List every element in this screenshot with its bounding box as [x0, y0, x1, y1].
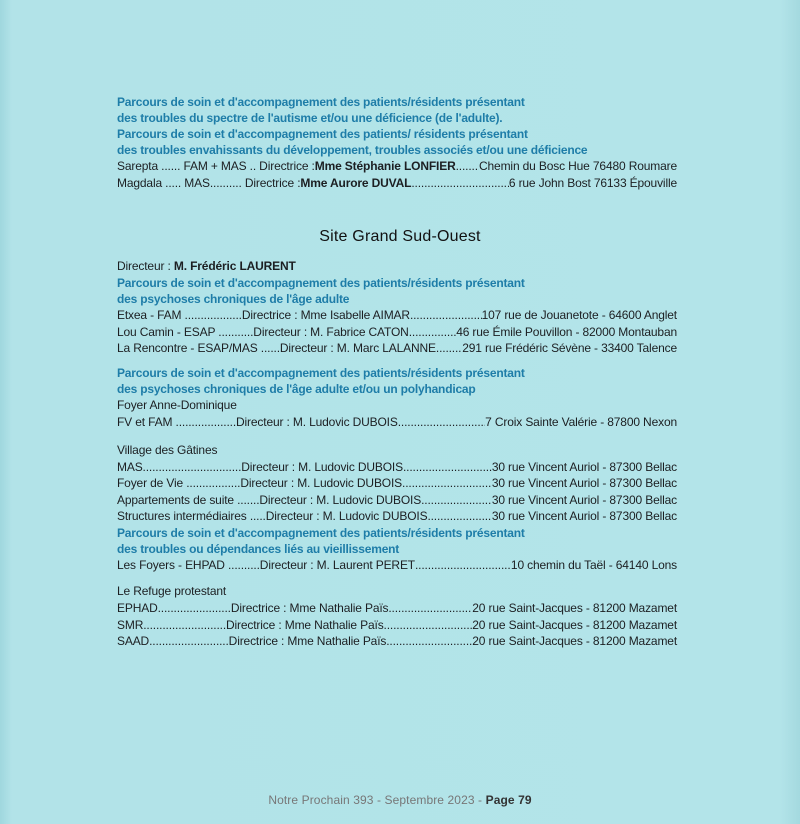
refuge-title: Le Refuge protestant	[117, 584, 227, 598]
establishment-address: 20 rue Saint-Jacques - 81200 Mazamet	[472, 601, 677, 615]
dot-leader	[386, 633, 472, 650]
establishment-name: Etxea - FAM ..................Directrice : Mme Isabelle AIMAR	[117, 308, 410, 322]
director-label: Directeur :	[117, 259, 174, 273]
dot-leader	[388, 600, 472, 617]
site-title: Site Grand Sud-Ouest	[319, 228, 481, 245]
dot-leader	[411, 175, 509, 192]
dot-leader	[403, 459, 492, 476]
dot-leader	[384, 617, 473, 634]
establishment-name: Lou Camin - ESAP ...........Directeur : M. Fabrice CATON	[117, 324, 409, 339]
establishment-row	[117, 324, 677, 341]
establishment-name: Sarepta ...... FAM + MAS .. Directrice :	[117, 159, 315, 173]
dot-leader	[410, 307, 482, 324]
establishment-name: Magdala ..... MAS.......... Directrice :	[117, 175, 301, 190]
category-line: Parcours de soin et d'accompagnement des patients/résidents présentant	[117, 276, 525, 290]
category-line: des troubles envahissants du développement, troubles associés et/ou une déficience	[117, 143, 588, 157]
establishment-name: SAAD.........................Directrice : Mme Nathalie Païs	[117, 634, 387, 648]
establishment-name: EPHAD.......................Directrice : Mme Nathalie Païs	[117, 601, 389, 615]
establishment-address: 291 rue Frédéric Sévène - 33400 Talence	[462, 341, 677, 355]
establishment-address: 30 rue Vincent Auriol - 87300 Bellac	[491, 476, 677, 490]
director-name: Mme Stéphanie LONFIER	[314, 159, 456, 173]
establishment-address: 30 rue Vincent Auriol - 87300 Bellac	[491, 509, 677, 523]
establishment-name: FV et FAM ...................Directeur : M. Ludovic DUBOIS	[117, 415, 398, 429]
dot-leader	[436, 340, 462, 357]
dot-leader	[421, 492, 492, 509]
category-line: des troubles du spectre de l'autisme et/ou une déficience (de l'adulte).	[117, 111, 503, 125]
group-vieillissement	[117, 525, 677, 574]
establishment-row	[117, 475, 677, 492]
establishment-address: 6 rue John Bost 76133 Épouville	[508, 175, 677, 190]
establishment-address: 30 rue Vincent Auriol - 87300 Bellac	[491, 459, 677, 474]
establishment-row	[117, 600, 677, 617]
category-line: Parcours de soin et d'accompagnement des patients/résidents présentant	[117, 95, 525, 109]
dot-leader	[398, 414, 485, 431]
establishment-name: Foyer de Vie .................Directeur : M. Ludovic DUBOIS	[117, 476, 403, 490]
category-line: des troubles ou dépendances liés au vieillissement	[117, 542, 400, 556]
establishment-row	[117, 307, 677, 324]
establishment-row	[117, 158, 677, 175]
group-polyhandicap	[117, 365, 677, 525]
footer-text: Notre Prochain 393 - Septembre 2023 -	[268, 793, 486, 807]
dot-leader	[402, 475, 492, 492]
establishment-address: 20 rue Saint-Jacques - 81200 Mazamet	[472, 634, 677, 648]
category-line: Parcours de soin et d'accompagnement des patients/ résidents présentant	[117, 127, 528, 141]
dot-leader	[409, 324, 456, 341]
establishment-row	[117, 617, 677, 634]
establishment-row	[117, 459, 677, 476]
category-line: Parcours de soin et d'accompagnement des patients/résidents présentant	[117, 526, 525, 540]
foyer-title: Foyer Anne-Dominique	[117, 398, 237, 412]
site-director	[117, 258, 677, 275]
dot-leader	[427, 508, 491, 525]
establishment-row	[117, 175, 677, 192]
establishment-row	[117, 557, 677, 574]
dot-leader	[415, 557, 511, 574]
establishment-row	[117, 633, 677, 650]
establishment-row	[117, 508, 677, 525]
establishment-name: SMR..........................Directrice : Mme Nathalie Païs	[117, 617, 384, 632]
establishment-address: 7 Croix Sainte Valérie - 87800 Nexon	[485, 415, 677, 429]
category-line: des psychoses chroniques de l'âge adulte et/ou un polyhandicap	[117, 382, 476, 396]
establishment-address: 46 rue Émile Pouvillon - 82000 Montauban	[456, 324, 677, 339]
group-refuge	[117, 583, 677, 650]
dot-leader	[456, 158, 479, 175]
establishment-address: Chemin du Bosc Hue 76480 Roumare	[479, 159, 677, 173]
establishment-address: 20 rue Saint-Jacques - 81200 Mazamet	[472, 617, 677, 632]
top-section	[117, 94, 677, 191]
establishment-row	[117, 492, 677, 509]
category-line: des psychoses chroniques de l'âge adulte	[117, 292, 350, 306]
establishment-name: Structures intermédiaires .....Directeur : M. Ludovic DUBOIS	[117, 509, 428, 523]
establishment-address: 10 chemin du Taël - 64140 Lons	[510, 558, 677, 572]
director-name: M. Frédéric LAURENT	[173, 259, 296, 273]
establishment-row	[117, 414, 677, 431]
establishment-row	[117, 340, 677, 357]
page-number: Page 79	[485, 793, 532, 807]
establishment-address: 107 rue de Jouanetote - 64600 Anglet	[481, 308, 677, 322]
director-name: Mme Aurore DUVAL	[300, 175, 412, 190]
establishment-name: MAS...............................Directeur : M. Ludovic DUBOIS	[117, 459, 403, 474]
group-psychoses	[117, 275, 677, 357]
establishment-address: 30 rue Vincent Auriol - 87300 Bellac	[491, 492, 677, 507]
establishment-name: Les Foyers - EHPAD ..........Directeur : M. Laurent PERET	[117, 558, 415, 572]
village-title: Village des Gâtines	[117, 442, 218, 457]
establishment-name: Appartements de suite .......Directeur : M. Ludovic DUBOIS	[117, 492, 422, 507]
page-footer	[0, 793, 800, 807]
establishment-name: La Rencontre - ESAP/MAS ......Directeur : M. Marc LALANNE	[117, 341, 436, 355]
category-line: Parcours de soin et d'accompagnement des patients/résidents présentant	[117, 366, 525, 380]
